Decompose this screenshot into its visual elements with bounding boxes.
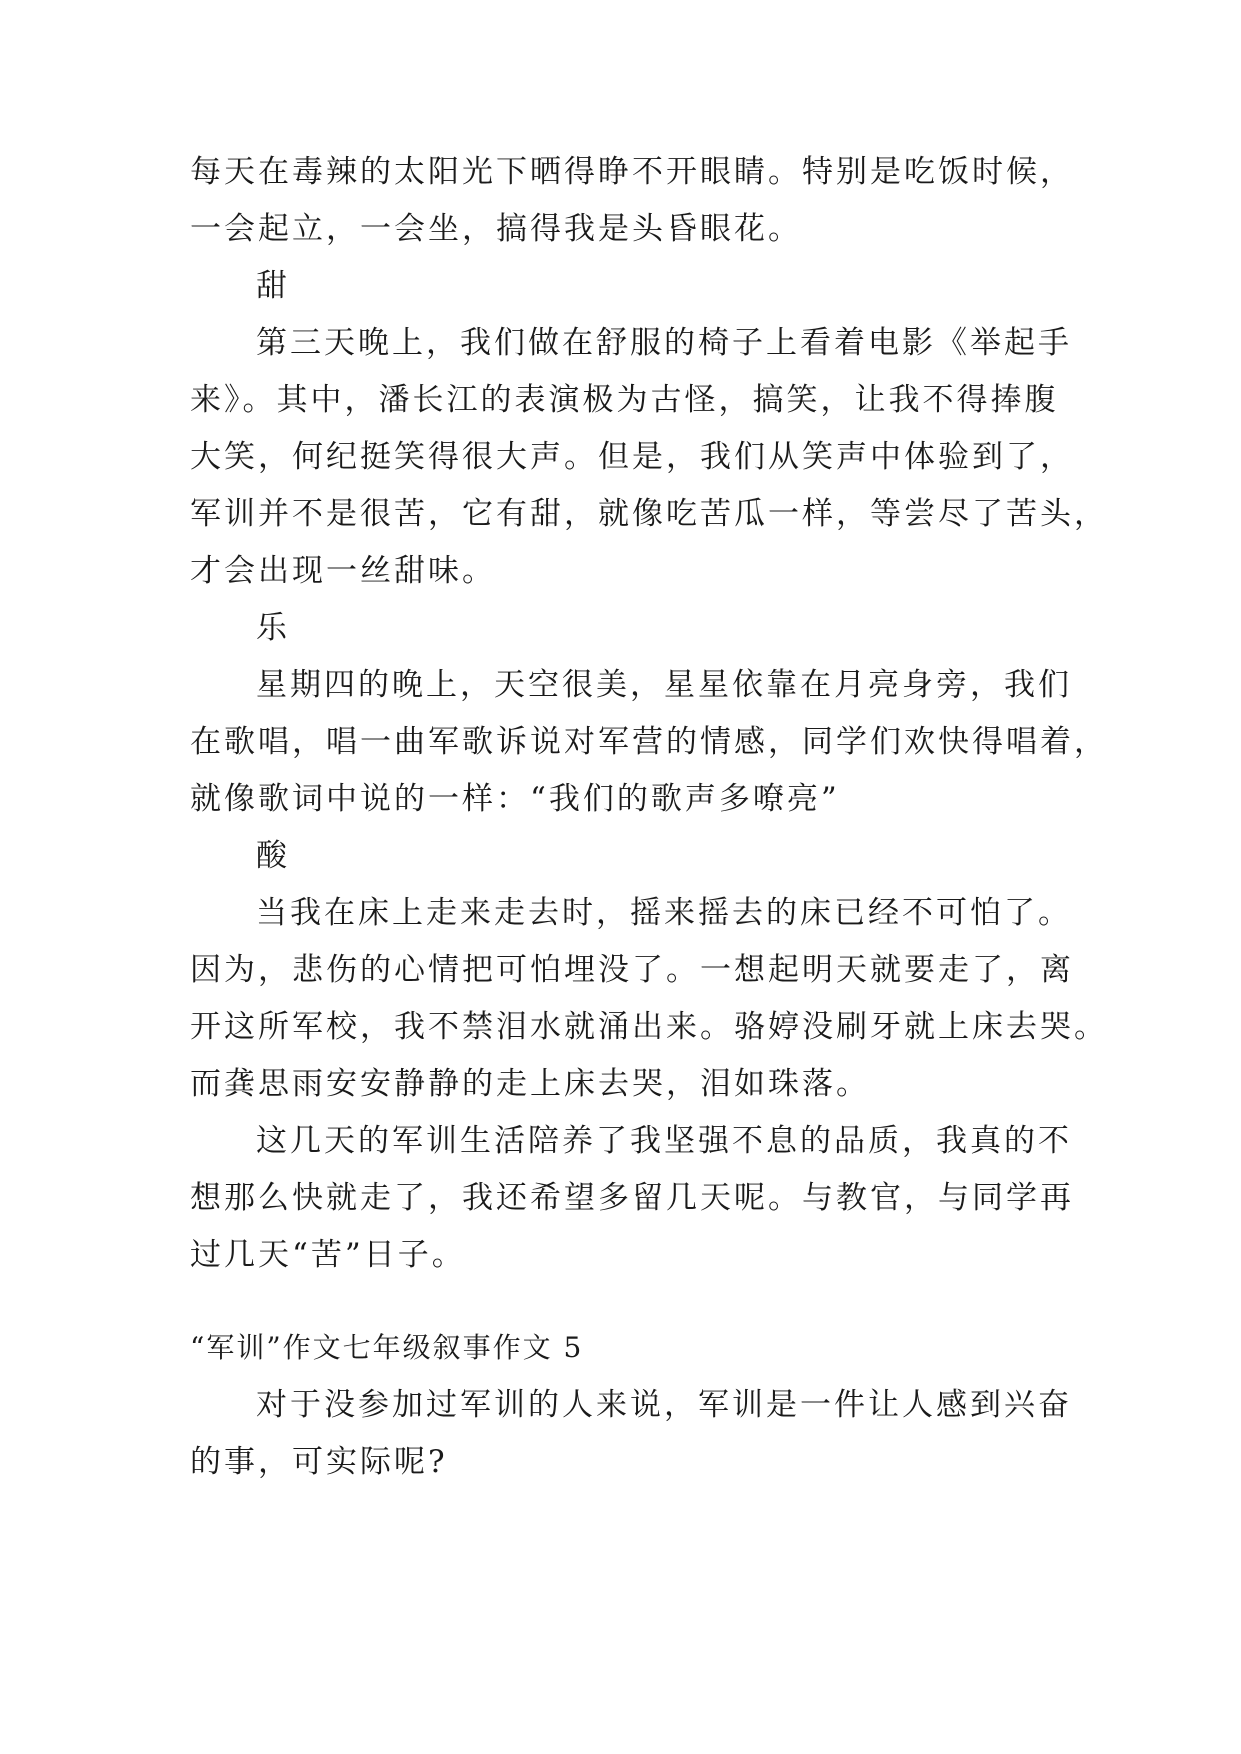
paragraph-line: 军训并不是很苦，它有甜，就像吃苦瓜一样，等尝尽了苦头，	[190, 496, 1108, 532]
paragraph-line: 因为，悲伤的心情把可怕埋没了。一想起明天就要走了，离	[190, 952, 1074, 988]
paragraph-line: 每天在毒辣的太阳光下晒得睁不开眼睛。特别是吃饭时候，	[190, 154, 1074, 190]
paragraph-line: 在歌唱，唱一曲军歌诉说对军营的情感，同学们欢快得唱着，	[190, 724, 1108, 760]
paragraph-line: 大笑，何纪挺笑得很大声。但是，我们从笑声中体验到了，	[190, 439, 1074, 475]
paragraph-line: 这几天的军训生活陪养了我坚强不息的品质，我真的不	[256, 1123, 1072, 1159]
paragraph-line: 第三天晚上，我们做在舒服的椅子上看着电影《举起手	[256, 325, 1072, 361]
paragraph-line: 当我在床上走来走去时，摇来摇去的床已经不可怕了。	[256, 895, 1072, 931]
subheading-joy: 乐	[256, 610, 290, 646]
paragraph-line: 来》。其中，潘长江的表演极为古怪，搞笑，让我不得捧腹	[190, 382, 1059, 418]
subheading-sweet: 甜	[256, 268, 290, 304]
paragraph-line: 星期四的晚上，天空很美，星星依靠在月亮身旁，我们	[256, 667, 1072, 703]
subheading-sour: 酸	[256, 838, 290, 874]
paragraph-line: 才会出现一丝甜味。	[190, 553, 496, 589]
paragraph-line: 开这所军校，我不禁泪水就涌出来。骆婷没刷牙就上床去哭。	[190, 1009, 1108, 1045]
paragraph-line: 对于没参加过军训的人来说，军训是一件让人感到兴奋	[256, 1387, 1072, 1423]
paragraph-line: 想那么快就走了，我还希望多留几天呢。与教官，与同学再	[190, 1180, 1074, 1216]
paragraph-line: 的事，可实际呢?	[190, 1444, 448, 1480]
paragraph-line: 就像歌词中说的一样：“我们的歌声多嘹亮”	[190, 781, 840, 817]
section-title: “军训”作文七年级叙事作文 5	[190, 1331, 584, 1364]
paragraph-line: 过几天“苦”日子。	[190, 1237, 466, 1273]
paragraph-line: 一会起立，一会坐，搞得我是头昏眼花。	[190, 211, 802, 247]
paragraph-line: 而龚思雨安安静静的走上床去哭，泪如珠落。	[190, 1066, 870, 1102]
